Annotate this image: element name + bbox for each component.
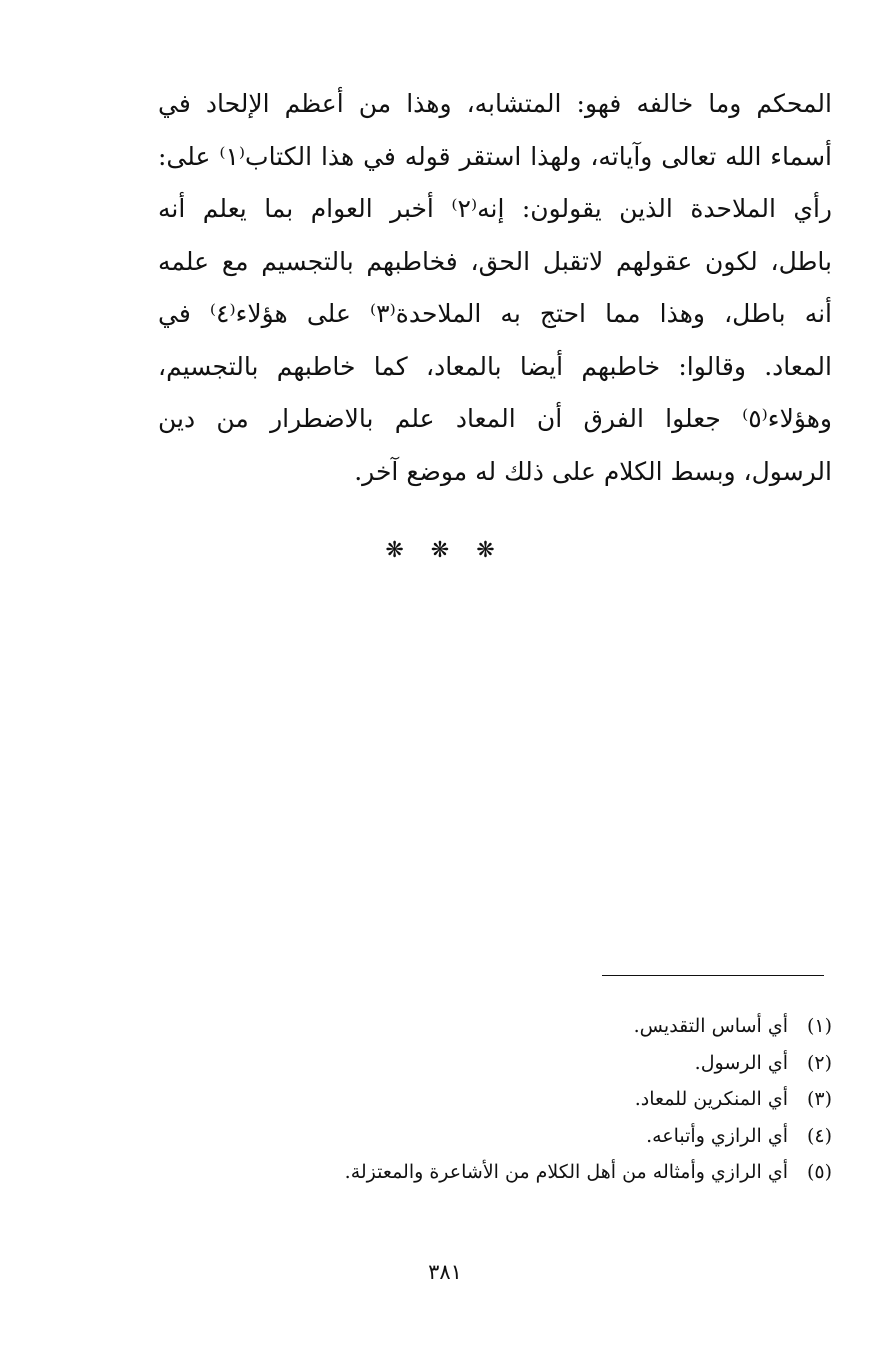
footnote-item: [300, 1045, 832, 1082]
footnote-number: (٥): [806, 1161, 832, 1183]
footnote-item: [300, 1081, 832, 1118]
footnote-number: (١): [806, 1015, 832, 1037]
footnote-text: أي الرازي وأتباعه.: [646, 1124, 788, 1147]
text-line: أسماء الله تعالى وآياته، ولهذا استقر قوله في هذا الكتاب⁽١⁾ على:: [158, 141, 832, 171]
footnote-text: أي المنكرين للمعاد.: [634, 1088, 788, 1110]
text-line: أنه باطل، وهذا مما احتج به الملاحدة⁽٣⁾ على هؤلاء⁽٤⁾ في: [158, 299, 832, 328]
section-separator: ❋ ❋ ❋: [385, 538, 505, 563]
text-line: وهؤلاء⁽٥⁾ جعلوا الفرق أن المعاد علم بالاضطرار من دين: [158, 404, 832, 433]
page-number: ٣٨١: [428, 1260, 462, 1284]
footnote-number: (٢): [806, 1051, 832, 1074]
footnote-divider: [602, 975, 824, 976]
footnote-item: [300, 1118, 832, 1155]
footnote-item: [300, 1008, 832, 1045]
text-line: الرسول، وبسط الكلام على ذلك له موضع آخر.: [354, 456, 832, 486]
footnote-number: (٣): [806, 1088, 832, 1110]
main-text: [158, 78, 832, 498]
text-line: باطل، لكون عقولهم لاتقبل الحق، فخاطبهم بالتجسيم مع علمه: [158, 246, 832, 276]
text-line: رأي الملاحدة الذين يقولون: إنه⁽٢⁾ أخبر العوام بما يعلم أنه: [158, 194, 832, 223]
text-line: المعاد. وقالوا: خاطبهم أيضا بالمعاد، كما خاطبهم بالتجسيم،: [158, 351, 832, 381]
text-line: المحكم وما خالفه فهو: المتشابه، وهذا من أعظم الإلحاد في: [158, 89, 832, 118]
footnote-text: أي أساس التقديس.: [633, 1015, 788, 1037]
footnote-number: (٤): [806, 1124, 832, 1147]
footnotes: [300, 1008, 832, 1191]
footnote-text: أي الرازي وأمثاله من أهل الكلام من الأشاعرة والمعتزلة.: [344, 1161, 788, 1183]
footnote-item: [300, 1154, 832, 1191]
footnote-text: أي الرسول.: [694, 1051, 788, 1074]
